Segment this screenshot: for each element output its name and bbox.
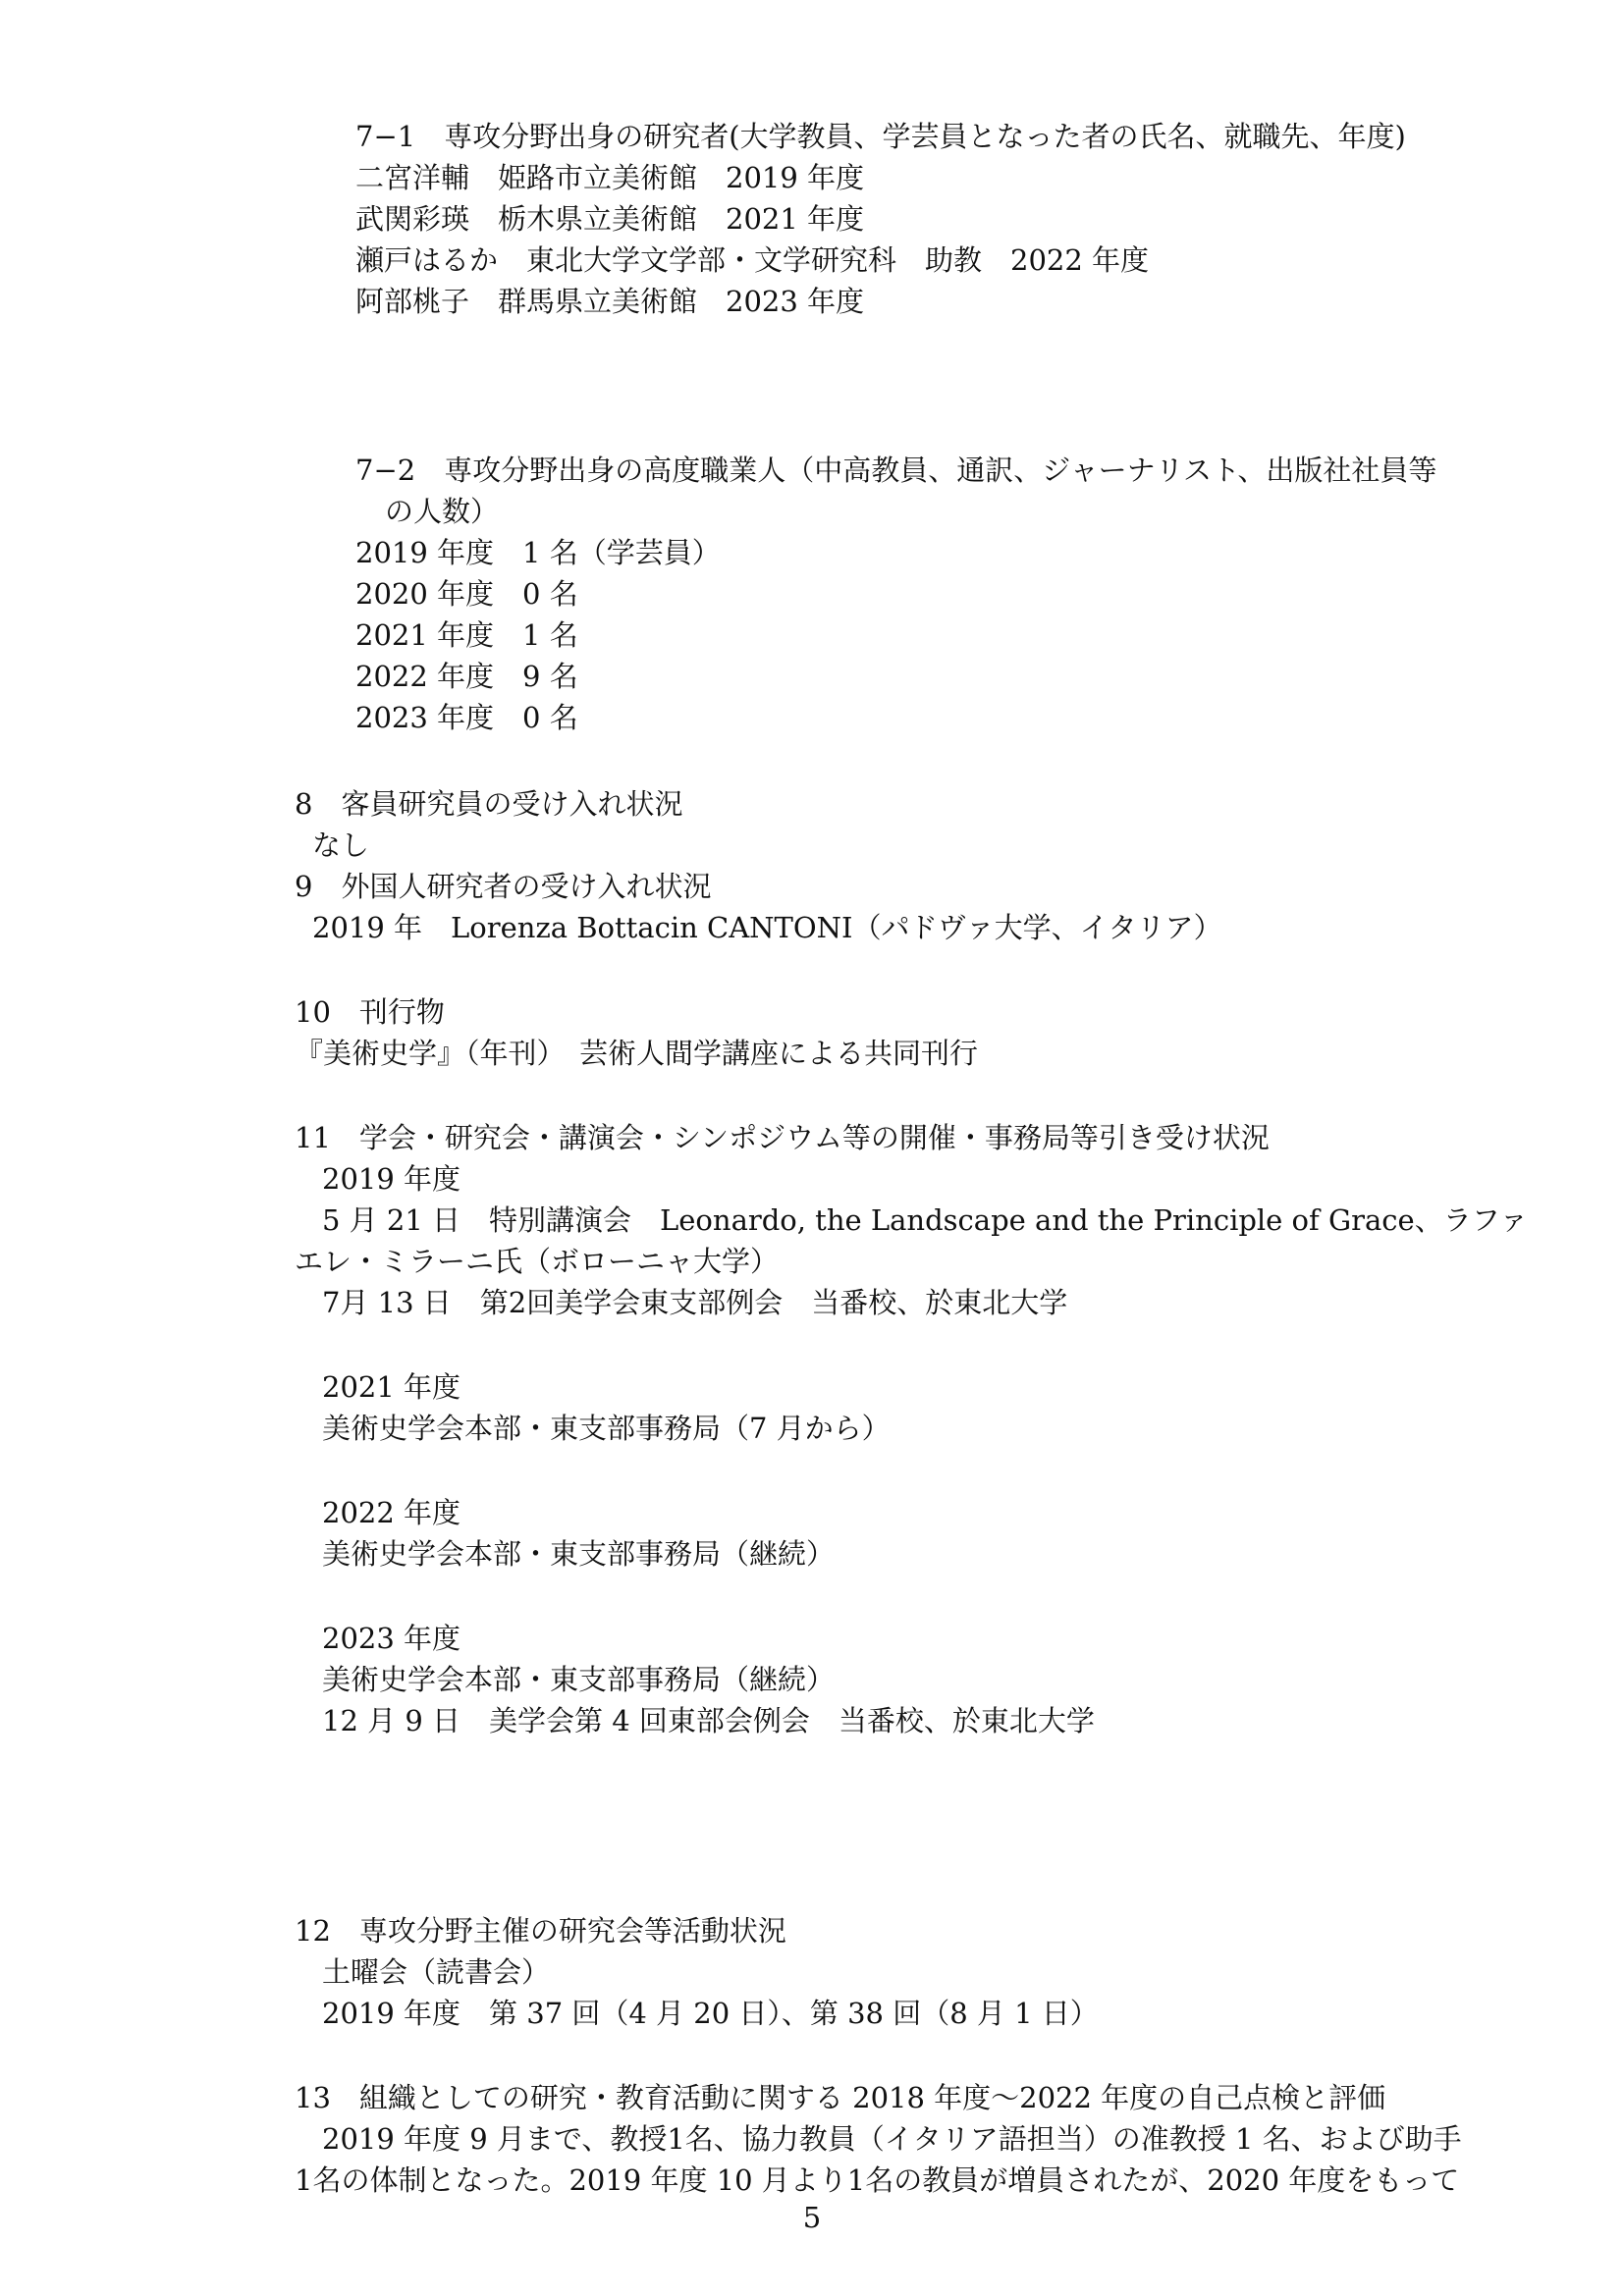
section-8-heading: 8 客員研究員の受け入れ状況 — [295, 787, 683, 821]
year-label: 2022 年度 — [322, 1496, 461, 1529]
professional-count-item: 2023 年度 0 名 — [355, 701, 578, 734]
event-item-cont: エレ・ミラーニ氏（ボローニャ大学） — [295, 1245, 780, 1278]
section-13-para-line: 1名の体制となった。2019 年度 10 月より1名の教員が増員されたが、2020 年度をもって — [295, 2163, 1460, 2197]
section-7-2-heading-cont: の人数） — [385, 495, 500, 528]
section-8-body: なし — [312, 828, 370, 862]
professional-count-item: 2022 年度 9 名 — [355, 660, 578, 693]
section-12-sub: 土曜会（読書会） — [322, 1955, 551, 1989]
professional-count-item: 2019 年度 1 名（学芸員） — [355, 536, 721, 569]
section-11-heading: 11 学会・研究会・講演会・シンポジウム等の開催・事務局等引き受け状況 — [295, 1121, 1270, 1154]
professional-count-item: 2021 年度 1 名 — [355, 618, 578, 652]
event-item: 7月 13 日 第2回美学会東支部例会 当番校、於東北大学 — [322, 1286, 1068, 1319]
year-label: 2021 年度 — [322, 1370, 461, 1404]
section-12-heading: 12 専攻分野主催の研究会等活動状況 — [295, 1914, 786, 1948]
researcher-item: 武関彩瑛 栃木県立美術館 2021 年度 — [355, 202, 865, 236]
event-item: 美術史学会本部・東支部事務局（7 月から） — [322, 1412, 891, 1445]
section-7-1-heading: 7−1 専攻分野出身の研究者(大学教員、学芸員となった者の氏名、就職先、年度) — [355, 120, 1406, 153]
researcher-item: 阿部桃子 群馬県立美術館 2023 年度 — [355, 285, 865, 318]
event-item: 12 月 9 日 美学会第 4 回東部会例会 当番校、於東北大学 — [322, 1704, 1095, 1737]
section-13-para-line: 2019 年度 9 月まで、教授1名、協力教員（イタリア語担当）の准教授 1 名、および助手 — [322, 2122, 1462, 2156]
professional-count-item: 2020 年度 0 名 — [355, 577, 578, 611]
page-number: 5 — [802, 2201, 822, 2234]
section-7-2-heading: 7−2 専攻分野出身の高度職業人（中高教員、通訳、ジャーナリスト、出版社社員等 — [355, 454, 1437, 487]
year-label: 2019 年度 — [322, 1162, 461, 1196]
event-item: 美術史学会本部・東支部事務局（継続） — [322, 1537, 836, 1571]
event-item: 5 月 21 日 特別講演会 Leonardo, the Landscape and the Principle of Grace、ラファ — [322, 1203, 1529, 1237]
section-10-body: 『美術史学』（年刊） 芸術人間学講座による共同刊行 — [295, 1037, 979, 1070]
section-12-body: 2019 年度 第 37 回（4 月 20 日）、第 38 回（8 月 1 日） — [322, 1997, 1099, 2030]
event-item: 美術史学会本部・東支部事務局（継続） — [322, 1663, 836, 1696]
year-label: 2023 年度 — [322, 1622, 461, 1655]
section-9-heading: 9 外国人研究者の受け入れ状況 — [295, 870, 712, 903]
section-13-heading: 13 組織としての研究・教育活動に関する 2018 年度～2022 年度の自己点検と評価 — [295, 2081, 1386, 2114]
section-10-heading: 10 刊行物 — [295, 995, 445, 1029]
researcher-item: 二宮洋輔 姫路市立美術館 2019 年度 — [355, 161, 865, 194]
researcher-item: 瀬戸はるか 東北大学文学部・文学研究科 助教 2022 年度 — [355, 243, 1150, 277]
section-9-body: 2019 年 Lorenza Bottacin CANTONI（パドヴァ大学、イタリア） — [312, 911, 1222, 944]
